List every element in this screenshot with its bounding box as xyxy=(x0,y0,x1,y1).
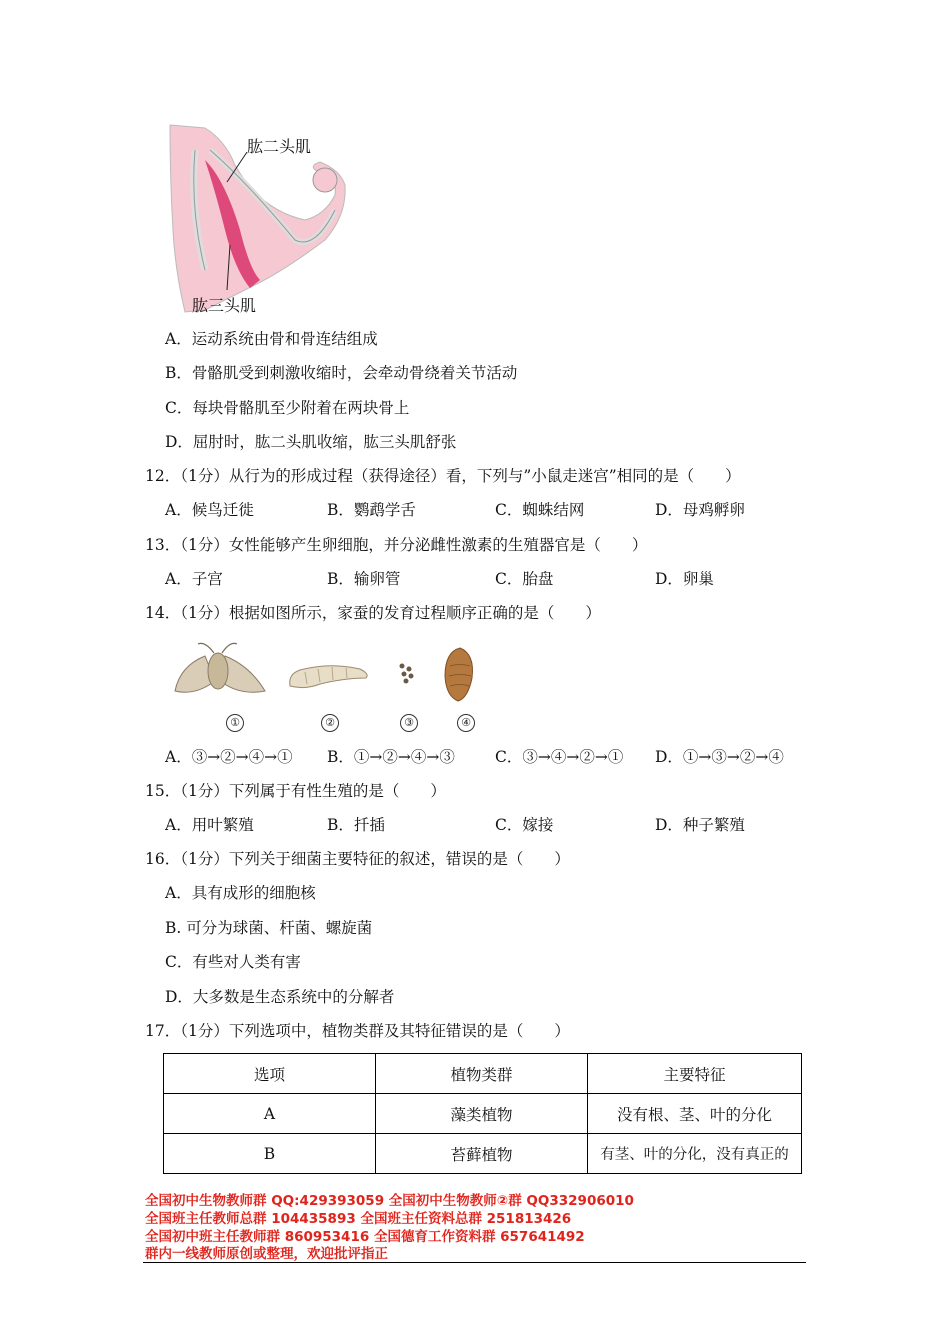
table-cell: 没有根、茎、叶的分化 xyxy=(588,1094,802,1134)
biceps-label: 肱二头肌 xyxy=(247,137,312,156)
figure-label-2: ② xyxy=(321,714,339,732)
q15-option-a: A．用叶繁殖 xyxy=(165,816,254,834)
q15-option-d: D．种子繁殖 xyxy=(655,816,745,834)
q12-option-a: A．候鸟迁徙 xyxy=(165,501,254,519)
footer-line-3: 全国初中班主任教师群 860953416 全国德育工作资料群 657641492 xyxy=(145,1229,585,1245)
table-header-cell: 植物类群 xyxy=(375,1054,587,1094)
table-cell: 有茎、叶的分化，没有真正的 xyxy=(588,1134,802,1174)
q17-stem: 17．（1分）下列选项中，植物类群及其特征错误的是（ ） xyxy=(145,1022,570,1040)
q15-stem: 15．（1分）下列属于有性生殖的是（ ） xyxy=(145,782,446,800)
q13-option-d: D．卵巢 xyxy=(655,570,714,588)
q13-stem: 13．（1分）女性能够产生卵细胞，并分泌雌性激素的生殖器官是（ ） xyxy=(145,536,648,554)
q11-option-c: C．每块骨骼肌至少附着在两块骨上 xyxy=(165,399,410,417)
triceps-label: 肱三头肌 xyxy=(192,296,257,315)
q13-option-c: C．胎盘 xyxy=(495,570,554,588)
footer-line-1: 全国初中生物教师群 QQ:429393059 全国初中生物教师②群 QQ332906010 xyxy=(145,1193,634,1209)
figure-label-1: ① xyxy=(226,714,244,732)
table-cell: 苔藓植物 xyxy=(375,1134,587,1174)
q14-option-b: B．①→②→④→③ xyxy=(327,748,455,766)
footer-divider xyxy=(143,1262,806,1263)
q12-stem: 12．（1分）从行为的形成过程（获得途径）看，下列与”小鼠走迷宫”相同的是（ ） xyxy=(145,467,741,485)
q13-option-a: A．子宫 xyxy=(165,570,223,588)
q16-option-d: D．大多数是生态系统中的分解者 xyxy=(165,988,395,1006)
q16-option-a: A．具有成形的细胞核 xyxy=(165,884,316,902)
silkworm-figure xyxy=(170,636,490,736)
figure-label-3: ③ xyxy=(400,714,418,732)
q17-table xyxy=(163,1053,802,1174)
table-cell: 藻类植物 xyxy=(375,1094,587,1134)
q14-option-a: A．③→②→④→① xyxy=(165,748,293,766)
q14-option-c: C．③→④→②→① xyxy=(495,748,624,766)
q14-stem: 14．（1分）根据如图所示，家蚕的发育过程顺序正确的是（ ） xyxy=(145,604,601,622)
footer-line-4: 群内一线教师原创或整理，欢迎批评指正 xyxy=(145,1246,388,1262)
table-header-cell: 选项 xyxy=(164,1054,376,1094)
arm-muscle-figure xyxy=(165,120,355,315)
q15-option-b: B．扦插 xyxy=(327,816,385,834)
larva-icon xyxy=(290,666,367,688)
pupa-icon xyxy=(445,648,473,701)
q11-option-d: D．屈肘时，肱二头肌收缩，肱三头肌舒张 xyxy=(165,433,457,451)
q12-option-d: D．母鸡孵卵 xyxy=(655,501,745,519)
table-header-row xyxy=(164,1054,802,1094)
table-row xyxy=(164,1134,802,1174)
q15-option-c: C．嫁接 xyxy=(495,816,554,834)
table-header-cell: 主要特征 xyxy=(588,1054,802,1094)
q11-option-a: A．运动系统由骨和骨连结组成 xyxy=(165,330,378,348)
table-row xyxy=(164,1094,802,1134)
q11-option-b: B．骨骼肌受到刺激收缩时，会牵动骨绕着关节活动 xyxy=(165,364,518,382)
footer-line-2: 全国班主任教师总群 104435893 全国班主任资料总群 251813426 xyxy=(145,1211,572,1227)
q12-option-b: B．鹦鹉学舌 xyxy=(327,501,416,519)
q16-option-c: C．有些对人类有害 xyxy=(165,953,301,971)
q13-option-b: B．输卵管 xyxy=(327,570,401,588)
silkworm-stages-illustration xyxy=(170,636,490,706)
q14-option-d: D．①→③→②→④ xyxy=(655,748,784,766)
eggs-icon xyxy=(400,664,414,684)
q16-stem: 16．（1分）下列关于细菌主要特征的叙述，错误的是（ ） xyxy=(145,850,570,868)
moth-icon xyxy=(175,643,265,692)
q16-option-b: B. 可分为球菌、杆菌、螺旋菌 xyxy=(165,919,373,937)
figure-label-4: ④ xyxy=(457,714,475,732)
table-cell: A xyxy=(164,1094,376,1134)
table-cell: B xyxy=(164,1134,376,1174)
q12-option-c: C．蜘蛛结网 xyxy=(495,501,585,519)
